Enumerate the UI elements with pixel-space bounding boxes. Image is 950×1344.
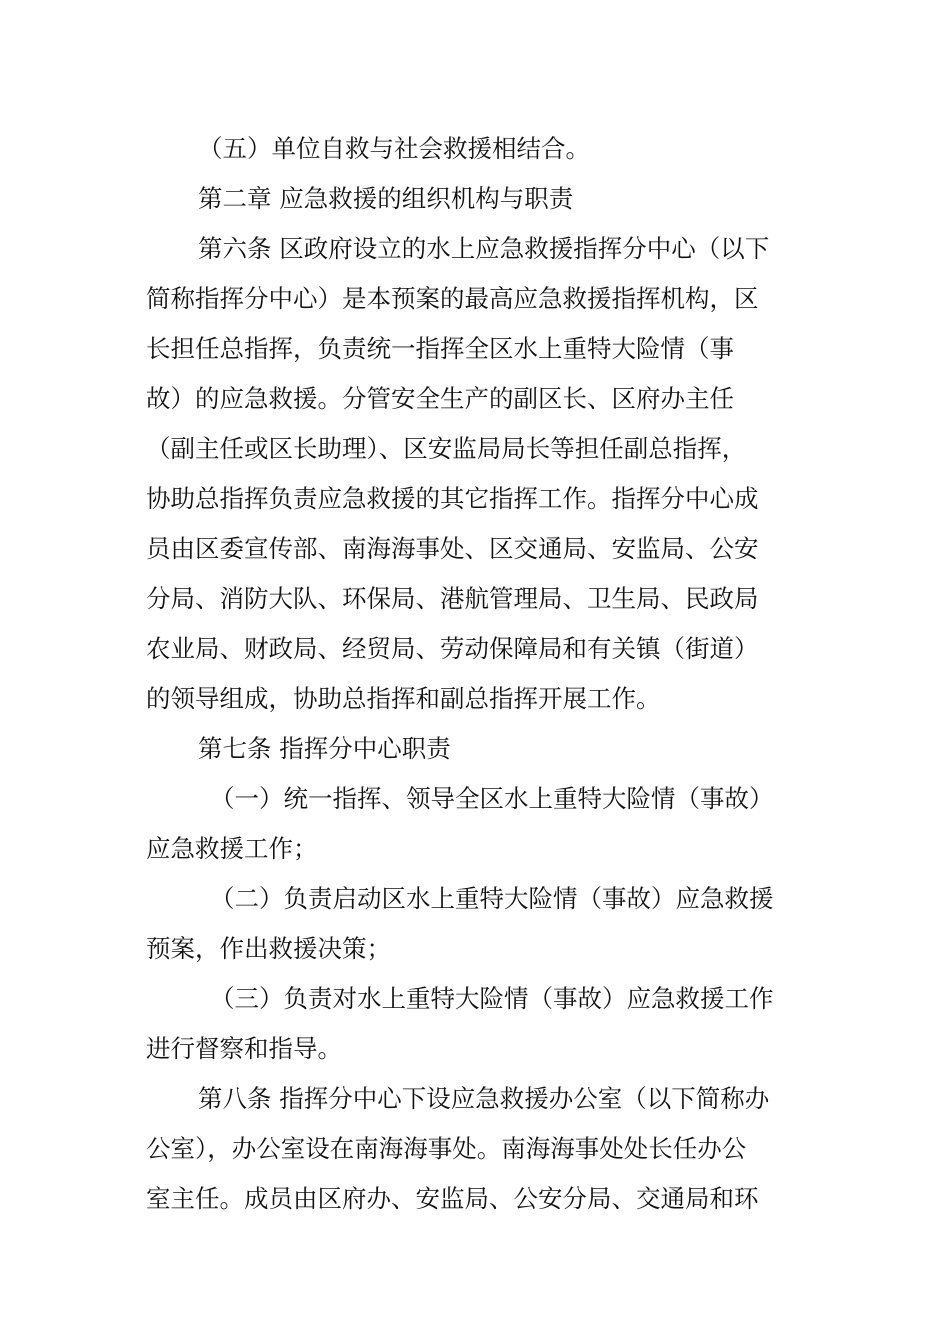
paragraph-line: 进行督察和指导。: [146, 1034, 342, 1063]
paragraph-line: 的领导组成，协助总指挥和副总指挥开展工作。: [146, 684, 661, 713]
paragraph-line: 分局、消防大队、环保局、港航管理局、卫生局、民政局: [146, 584, 759, 613]
paragraph-line: 预案，作出救援决策；: [146, 934, 391, 963]
paragraph-line: 故）的应急救援。分管安全生产的副区长、区府办主任: [146, 384, 734, 413]
paragraph-line: 员由区委宣传部、南海海事处、区交通局、安监局、公安: [146, 534, 759, 563]
paragraph-line: （副主任或区长助理）、区安监局局长等担任副总指挥，: [146, 434, 747, 463]
document-body: [146, 124, 806, 1224]
paragraph-line: 公室），办公室设在南海海事处。南海海事处处长任办公: [146, 1134, 747, 1163]
paragraph-line: 室主任。成员由区府办、安监局、公安分局、交通局和环: [146, 1184, 759, 1213]
paragraph-line: 长担任总指挥，负责统一指挥全区水上重特大险情（事: [146, 334, 734, 363]
paragraph-line: （五）单位自救与社会救援相结合。: [198, 134, 590, 163]
paragraph-line: 简称指挥分中心）是本预案的最高应急救援指挥机构，区: [146, 284, 759, 313]
paragraph-line: （三）负责对水上重特大险情（事故）应急救援工作: [210, 984, 774, 1013]
paragraph-line: 协助总指挥负责应急救援的其它指挥工作。指挥分中心成: [146, 484, 759, 513]
paragraph-line: 第六条 区政府设立的水上应急救援指挥分中心（以下: [198, 234, 770, 263]
paragraph-line: 应急救援工作；: [146, 834, 318, 863]
paragraph-line: （二）负责启动区水上重特大险情（事故）应急救援: [210, 884, 774, 913]
paragraph-line: 农业局、财政局、经贸局、劳动保障局和有关镇（街道）: [146, 634, 759, 663]
paragraph-line: （一）统一指挥、领导全区水上重特大险情（事故）: [210, 784, 774, 813]
paragraph-line: 第八条 指挥分中心下设应急救援办公室（以下简称办: [198, 1084, 770, 1113]
article-heading: 第七条 指挥分中心职责: [198, 734, 451, 763]
chapter-heading: 第二章 应急救援的组织机构与职责: [198, 184, 574, 213]
